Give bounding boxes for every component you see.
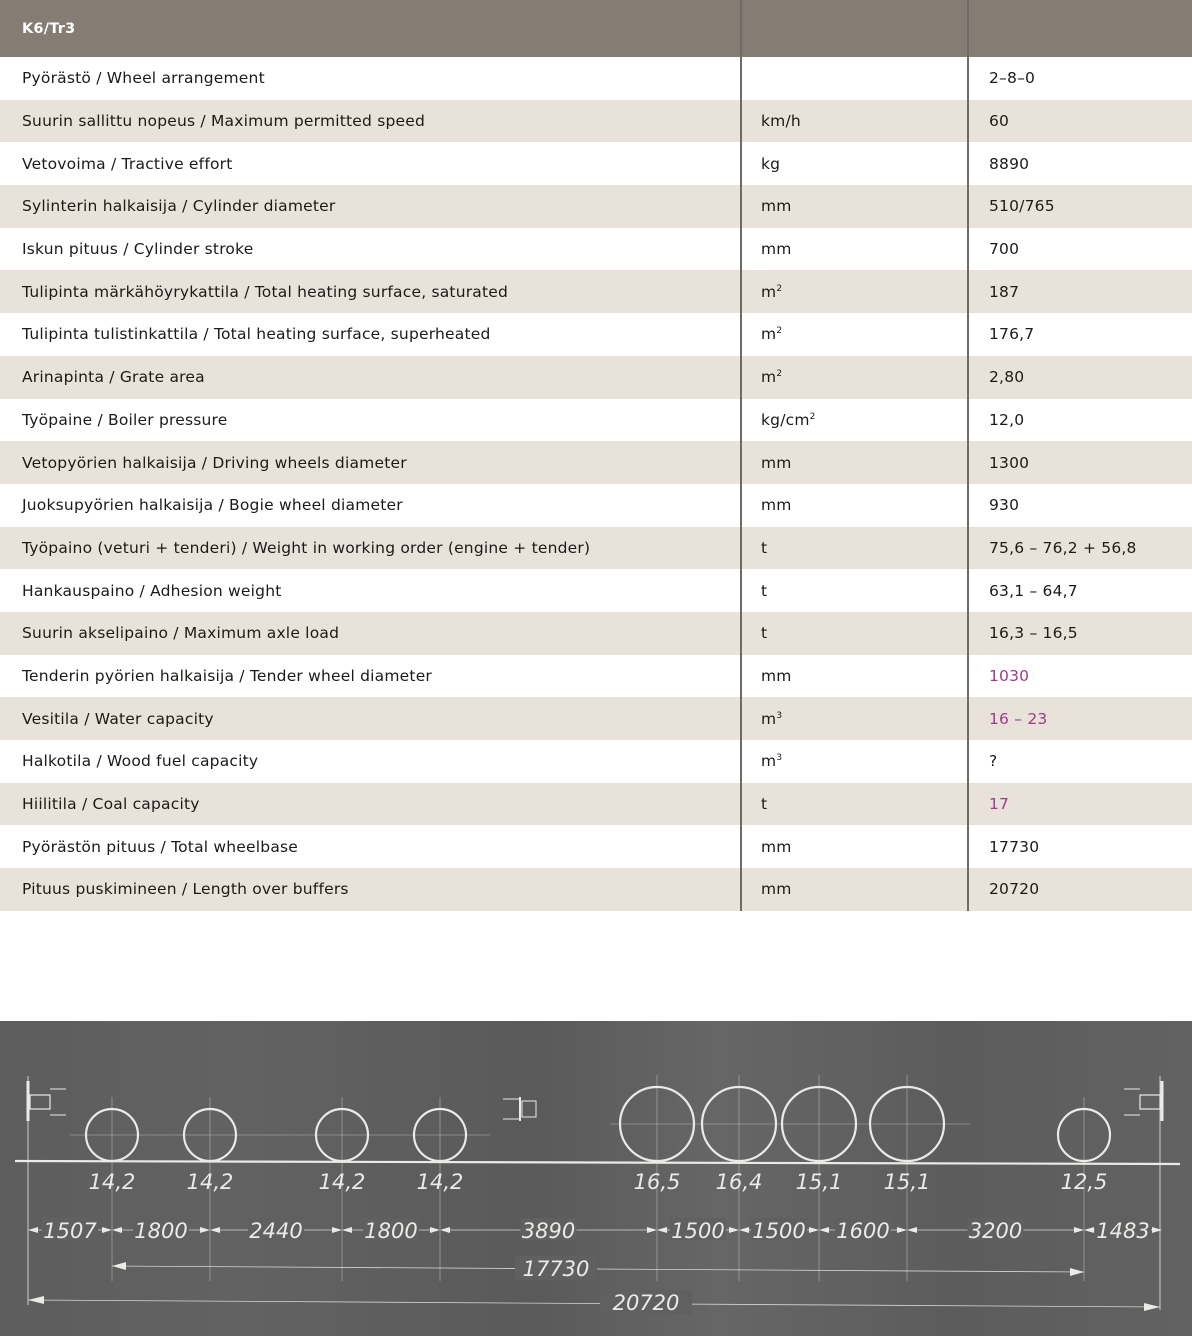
dimension-line bbox=[28, 1300, 1160, 1307]
tender-coupling-icon bbox=[522, 1101, 536, 1117]
unit-text: kg bbox=[761, 154, 781, 173]
table-row bbox=[0, 57, 1192, 100]
unit-text: m bbox=[761, 752, 777, 771]
unit-text: t bbox=[761, 581, 768, 600]
arrow-icon bbox=[739, 1227, 749, 1233]
row-value: 930 bbox=[989, 496, 1020, 515]
row-unit bbox=[761, 838, 792, 856]
unit-text: t bbox=[761, 624, 768, 643]
table-row bbox=[0, 313, 1192, 356]
unit-text: kg/cm bbox=[761, 410, 810, 429]
unit-text: mm bbox=[761, 453, 792, 472]
unit-text: t bbox=[761, 538, 768, 557]
table-row bbox=[0, 185, 1192, 228]
spacing-label: 3200 bbox=[968, 1219, 1023, 1243]
arrow-icon bbox=[430, 1227, 440, 1233]
table-row bbox=[0, 527, 1192, 570]
row-label: Juoksupyörien halkaisija / Bogie wheel diameter bbox=[22, 496, 403, 515]
table-row bbox=[0, 356, 1192, 399]
unit-text: mm bbox=[761, 837, 792, 856]
unit-exponent: 2 bbox=[776, 283, 783, 294]
arrow-icon bbox=[440, 1227, 450, 1233]
table-row bbox=[0, 100, 1192, 143]
spacing-label: 1500 bbox=[671, 1219, 725, 1243]
arrow-icon bbox=[657, 1227, 667, 1233]
row-unit bbox=[761, 667, 792, 685]
row-value: ? bbox=[989, 752, 998, 771]
row-label: Pyörästön pituus / Total wheelbase bbox=[22, 837, 299, 856]
row-label: Hiilitila / Coal capacity bbox=[22, 795, 200, 814]
rail-line bbox=[15, 1161, 1180, 1164]
row-value: 2–8–0 bbox=[989, 69, 1036, 88]
arrow-icon bbox=[1070, 1268, 1084, 1276]
row-value: 16,3 – 16,5 bbox=[989, 624, 1078, 643]
row-unit bbox=[761, 795, 767, 813]
arrow-icon bbox=[102, 1227, 112, 1233]
axle-load-label: 14,2 bbox=[88, 1170, 136, 1194]
arrow-icon bbox=[342, 1227, 352, 1233]
spacing-label: 1800 bbox=[364, 1219, 418, 1243]
column-divider bbox=[967, 0, 969, 911]
unit-text: m bbox=[761, 368, 777, 387]
row-unit bbox=[761, 454, 792, 472]
table-row bbox=[0, 569, 1192, 612]
arrow-icon bbox=[907, 1227, 917, 1233]
spacing-label: 1507 bbox=[43, 1219, 97, 1243]
unit-text: mm bbox=[761, 666, 792, 685]
table-row bbox=[0, 228, 1192, 271]
row-unit bbox=[761, 197, 792, 215]
spacing-label: 1500 bbox=[752, 1219, 806, 1243]
table-row bbox=[0, 655, 1192, 698]
row-label: Vetovoima / Tractive effort bbox=[22, 154, 233, 173]
row-value: 187 bbox=[989, 282, 1020, 301]
arrow-icon bbox=[28, 1227, 38, 1233]
row-label: Iskun pituus / Cylinder stroke bbox=[22, 240, 254, 259]
wheelbase-label: 17730 bbox=[522, 1257, 590, 1281]
row-label: Tulipinta märkähöyrykattila / Total heating surface, saturated bbox=[22, 282, 509, 301]
row-value: 510/765 bbox=[989, 197, 1055, 216]
spacing-label: 3890 bbox=[521, 1219, 576, 1243]
arrow-icon bbox=[647, 1227, 657, 1233]
arrow-icon bbox=[200, 1227, 210, 1233]
row-unit bbox=[761, 582, 767, 600]
table-row bbox=[0, 825, 1192, 868]
unit-text: km/h bbox=[761, 112, 801, 131]
arrow-icon bbox=[112, 1262, 126, 1270]
row-value: 17 bbox=[989, 795, 1010, 814]
arrow-icon bbox=[897, 1227, 907, 1233]
column-divider bbox=[740, 0, 742, 911]
arrow-icon bbox=[809, 1227, 819, 1233]
spacing-label: 1800 bbox=[134, 1219, 188, 1243]
row-unit bbox=[761, 155, 780, 173]
table-row bbox=[0, 868, 1192, 911]
unit-exponent: 2 bbox=[776, 326, 783, 337]
axle-load-label: 16,4 bbox=[715, 1170, 763, 1194]
row-value: 60 bbox=[989, 112, 1010, 131]
row-label: Suurin akselipaino / Maximum axle load bbox=[22, 624, 340, 643]
unit-text: m bbox=[761, 282, 777, 301]
axle-load-label: 14,2 bbox=[186, 1170, 234, 1194]
row-label: Vetopyörien halkaisija / Driving wheels diameter bbox=[22, 453, 407, 472]
row-unit bbox=[761, 624, 767, 642]
row-unit bbox=[761, 880, 792, 898]
row-unit bbox=[761, 283, 782, 301]
arrow-icon bbox=[28, 1296, 44, 1304]
arrow-icon bbox=[1152, 1227, 1162, 1233]
axle-diagram-drawing bbox=[0, 1021, 1192, 1336]
row-value: 700 bbox=[989, 240, 1020, 259]
axle-load-label: 16,5 bbox=[633, 1170, 681, 1194]
table-row bbox=[0, 441, 1192, 484]
row-unit bbox=[761, 539, 767, 557]
row-label: Tenderin pyörien halkaisija / Tender wheel diameter bbox=[22, 666, 432, 685]
arrow-icon bbox=[819, 1227, 829, 1233]
arrow-icon bbox=[112, 1227, 122, 1233]
table-row bbox=[0, 484, 1192, 527]
arrow-icon bbox=[332, 1227, 342, 1233]
row-value: 17730 bbox=[989, 837, 1040, 856]
row-label: Pyörästö / Wheel arrangement bbox=[22, 69, 265, 88]
unit-text: m bbox=[761, 325, 777, 344]
table-row bbox=[0, 612, 1192, 655]
row-value: 1300 bbox=[989, 453, 1030, 472]
row-value: 12,0 bbox=[989, 410, 1025, 429]
unit-exponent: 2 bbox=[776, 369, 783, 380]
row-label: Halkotila / Wood fuel capacity bbox=[22, 752, 259, 771]
axle-load-label: 14,2 bbox=[318, 1170, 366, 1194]
axle-load-label: 15,1 bbox=[795, 1170, 843, 1194]
arrow-icon bbox=[210, 1227, 220, 1233]
unit-exponent: 2 bbox=[809, 411, 816, 422]
table-row bbox=[0, 270, 1192, 313]
row-value: 63,1 – 64,7 bbox=[989, 581, 1078, 600]
table-row bbox=[0, 783, 1192, 826]
unit-text: m bbox=[761, 709, 777, 728]
row-value: 75,6 – 76,2 + 56,8 bbox=[989, 538, 1137, 557]
length-over-buffers-label: 20720 bbox=[612, 1291, 680, 1315]
row-value: 8890 bbox=[989, 154, 1030, 173]
row-unit bbox=[761, 240, 792, 258]
axle-load-label: 15,1 bbox=[883, 1170, 931, 1194]
unit-text: mm bbox=[761, 496, 792, 515]
arrow-icon bbox=[1074, 1227, 1084, 1233]
unit-text: mm bbox=[761, 240, 792, 259]
row-label: Arinapinta / Grate area bbox=[22, 368, 205, 387]
row-label: Työpaino (veturi + tenderi) / Weight in working order (engine + tender) bbox=[22, 538, 591, 557]
table-row bbox=[0, 399, 1192, 442]
row-unit bbox=[761, 368, 782, 386]
spacing-label: 2440 bbox=[249, 1219, 303, 1243]
arrow-icon bbox=[1144, 1303, 1160, 1311]
rear-buffer-icon bbox=[1140, 1095, 1160, 1109]
unit-exponent: 3 bbox=[776, 710, 783, 721]
row-value: 16 – 23 bbox=[989, 709, 1048, 728]
unit-text: mm bbox=[761, 880, 792, 899]
arrow-icon bbox=[729, 1227, 739, 1233]
row-label: Suurin sallittu nopeus / Maximum permitted speed bbox=[22, 112, 426, 131]
row-label: Tulipinta tulistinkattila / Total heating surface, superheated bbox=[22, 325, 491, 344]
row-label: Sylinterin halkaisija / Cylinder diameter bbox=[22, 197, 336, 216]
row-unit bbox=[761, 411, 816, 429]
row-label: Hankauspaino / Adhesion weight bbox=[22, 581, 282, 600]
row-value: 176,7 bbox=[989, 325, 1035, 344]
row-unit bbox=[761, 752, 782, 770]
row-unit bbox=[761, 112, 801, 130]
dimension-line bbox=[112, 1266, 1084, 1272]
unit-exponent: 3 bbox=[776, 753, 783, 764]
unit-text: mm bbox=[761, 197, 792, 216]
row-label: Vesitila / Water capacity bbox=[22, 709, 214, 728]
row-unit bbox=[761, 325, 782, 343]
table-header bbox=[0, 0, 1192, 57]
axle-load-label: 14,2 bbox=[416, 1170, 464, 1194]
unit-text: t bbox=[761, 795, 768, 814]
row-unit bbox=[761, 710, 782, 728]
row-value: 1030 bbox=[989, 666, 1030, 685]
spacing-label: 1483 bbox=[1096, 1219, 1150, 1243]
row-value: 2,80 bbox=[989, 368, 1025, 387]
arrow-icon bbox=[1084, 1227, 1094, 1233]
spacing-label: 1600 bbox=[836, 1219, 890, 1243]
table-row bbox=[0, 697, 1192, 740]
row-label: Työpaine / Boiler pressure bbox=[22, 410, 228, 429]
table-row bbox=[0, 142, 1192, 185]
front-buffer-icon bbox=[30, 1095, 50, 1109]
axle-load-diagram bbox=[0, 1021, 1192, 1336]
row-value: 20720 bbox=[989, 880, 1040, 899]
axle-load-label: 12,5 bbox=[1060, 1170, 1108, 1194]
table-row bbox=[0, 740, 1192, 783]
row-unit bbox=[761, 496, 792, 514]
table-title: K6/Tr3 bbox=[22, 20, 76, 37]
row-label: Pituus puskimineen / Length over buffers bbox=[22, 880, 349, 899]
